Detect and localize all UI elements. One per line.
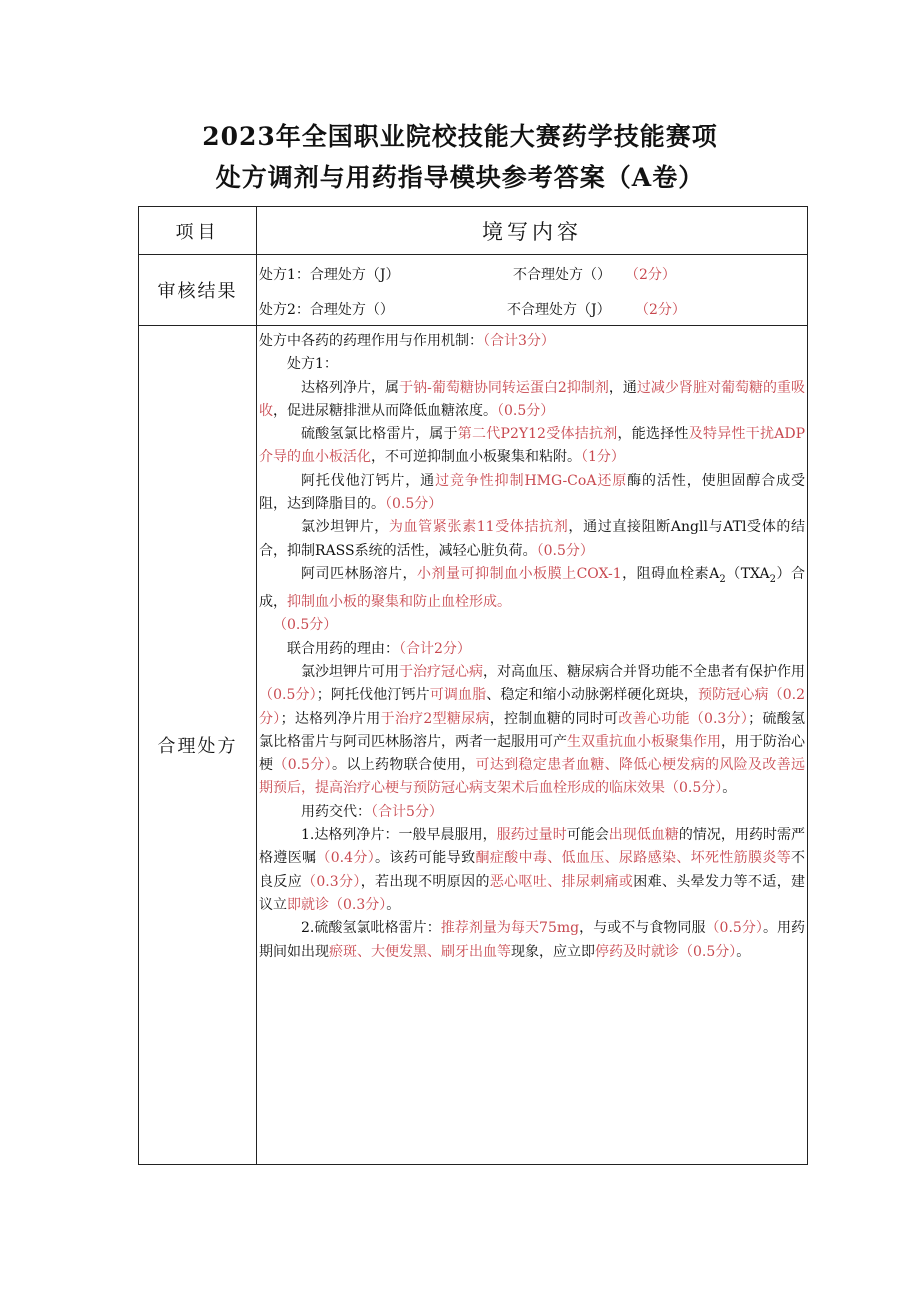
rx2-unreasonable: 不合理处方（J） bbox=[507, 302, 611, 318]
drug-aspirin: 阿司匹林肠溶片，小剂量可抑制血小板膜上COX-1，阻碍血栓素$A_2(TXA_2)$合成，抑制血小板的聚集和防止血栓形成。 bbox=[259, 565, 806, 611]
combination-heading: 联合用药的理由：（合计2分） bbox=[287, 640, 471, 657]
header-row bbox=[139, 207, 808, 255]
review-content bbox=[257, 255, 808, 326]
header-item: 项目 bbox=[139, 207, 257, 255]
rx2-score: （2分） bbox=[635, 302, 686, 318]
header-content: 境写内容 bbox=[257, 207, 808, 255]
review-line-2 bbox=[257, 290, 807, 325]
guidance-dapagliflozin: 1.达格列净片：一般早晨服用，服药过量时可能会出现低血糖的情况，用药时需严格遵医嘱（0.4分）。该药可能导致酮症酸中毒、低血压、尿路感染、坏死性筋膜炎等不良反应（0.3分），若出现不明原因的恶心呕吐、排尿刺痛或困难、头晕发力等不适，建议立即就诊（0.3分）。 bbox=[259, 827, 806, 913]
drug-atorvastatin: 阿托伐他汀钙片，通过竞争性抑制HMG-CoA还原酶的活性，使胆固醇合成受阻，达到降脂目的。（0.5分） bbox=[259, 472, 806, 513]
answer-table bbox=[138, 206, 808, 1165]
rx1-heading: 处方1： bbox=[287, 356, 338, 373]
review-line-1 bbox=[257, 255, 807, 290]
rx1-unreasonable: 不合理处方（） bbox=[513, 267, 611, 283]
rational-content bbox=[257, 326, 808, 1165]
rx2-reasonable: 处方2：合理处方（） bbox=[259, 302, 394, 318]
rx1-score: （2分） bbox=[625, 267, 676, 283]
review-label: 审核结果 bbox=[139, 255, 257, 326]
rational-row bbox=[139, 326, 808, 1165]
page-title-line2: 处方调剂与用药指导模块参考答案（A卷） bbox=[215, 163, 705, 192]
drug-clopidogrel: 硫酸氢氯比格雷片，属于第二代P2Y12受体拮抗剂，能选择性及特异性干扰ADP介导的血小板活化，不可逆抑制血小板聚集和粘附。（1分） bbox=[259, 426, 806, 466]
pharmacology-intro: 处方中各药的药理作用与作用机制：（合计3分） bbox=[259, 333, 555, 349]
review-row bbox=[139, 255, 808, 326]
rational-label: 合理处方 bbox=[139, 326, 257, 1165]
drug-losartan: 氯沙坦钾片，为血管紧张素11受体拮抗剂，通过直接阻断Angll与ATl受体的结合，抑制RASS系统的活性，减轻心脏负荷。（0.5分） bbox=[259, 519, 805, 559]
combination-reason: 氯沙坦钾片可用于治疗冠心病，对高血压、糖尿病合并肾功能不全患者有保护作用（0.5分）；阿托伐他汀钙片可调血脂、稳定和缩小动脉粥样硬化斑块，预防冠心病（0.2分）；达格列净片用于治疗2型糖尿病，控制血糖的同时可改善心功能（0.3分）；硫酸氢氯比格雷片与阿司匹林肠溶片，两者一起服用可产生双重抗血小板聚集作用，用于防治心梗（0.5分）。以上药物联合使用，可达到稳定患者血糖、降低心梗发病的风险及改善远期预后，提高治疗心梗与预防冠心病支架术后血栓形成的临床效果（0.5分）。 bbox=[259, 663, 806, 797]
guidance-clopidogrel: 2.硫酸氢氯吡格雷片：推荐剂量为每天75mg，与或不与食物同服（0.5分）。用药期间如出现瘀斑、大便发黑、刷牙出血等现象，应立即停药及时就诊（0.5分）。 bbox=[259, 920, 806, 960]
rx1-reasonable: 处方1：合理处方（J） bbox=[259, 267, 400, 283]
drug-dapagliflozin: 达格列净片，属于钠-葡萄糖协同转运蛋白2抑制剂，通过减少肾脏对葡萄糖的重吸收，促进尿糖排泄从而降低血糖浓度。（0.5分） bbox=[259, 379, 806, 419]
guidance-heading: 用药交代：（合计5分） bbox=[301, 803, 443, 820]
aspirin-score: （0.5分） bbox=[273, 617, 338, 634]
page-title-line1: 2023年全国职业院校技能大赛药学技能赛项 bbox=[202, 122, 718, 151]
